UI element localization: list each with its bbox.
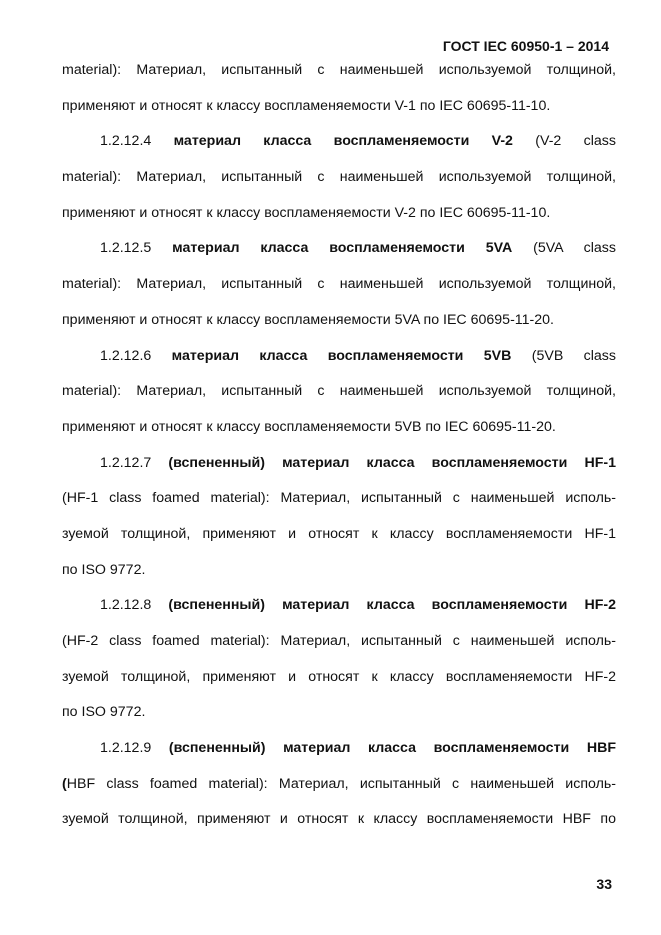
term: материал класса воспламеняемости V-2 <box>173 133 513 150</box>
definition-term-line <box>62 591 616 627</box>
text-line <box>62 163 616 199</box>
term: (вспененный) материал класса воспламеняемости HF-2 <box>168 597 616 614</box>
document-header: ГОСТ IEC 60950-1 – 2014 <box>442 38 609 54</box>
text-line <box>62 484 616 520</box>
term: (вспененный) материал класса воспламеняемости HBF <box>168 740 616 757</box>
definition-term-line <box>62 234 616 270</box>
text-line <box>62 306 616 342</box>
text-run: material): Материал, испытанный с наименьшей используемой толщиной, <box>62 383 616 400</box>
document-body <box>62 56 616 841</box>
text-line <box>62 556 616 592</box>
term: материал класса воспламеняемости 5VA <box>172 240 513 257</box>
text-run: ( <box>62 775 67 792</box>
text-run: (5VB class <box>511 347 616 364</box>
text-line <box>62 270 616 306</box>
text-run: (HF-1 class foamed material): Материал, испытанный с наименьшей исполь- <box>62 490 616 507</box>
text-run: применяют и относят к классу воспламеняемости 5VA по IEC 60695-11-20. <box>62 311 554 328</box>
text-line <box>62 520 616 556</box>
text-line <box>62 698 616 734</box>
definition-term-line <box>62 449 616 485</box>
text-run: зуемой толщиной, применяют и относят к классу воспламеняемости HF-2 <box>62 668 616 685</box>
text-run: (5VA class <box>512 240 616 257</box>
text-run: применяют и относят к классу воспламеняемости V-2 по IEC 60695-11-10. <box>62 204 551 221</box>
text-run: HBF class foamed material): Материал, испытанный с наименьшей исполь- <box>66 775 616 792</box>
text-run: по ISO 9772. <box>62 561 146 578</box>
text-line <box>62 663 616 699</box>
clause-number: 1.2.12.5 <box>100 240 173 257</box>
clause-number: 1.2.12.4 <box>100 133 174 150</box>
text-line <box>62 377 616 413</box>
text-line <box>62 805 616 841</box>
clause-number: 1.2.12.6 <box>100 347 172 364</box>
text-run: material): Материал, испытанный с наименьшей используемой толщиной, <box>62 62 616 78</box>
definition-term-line <box>62 734 616 770</box>
text-run: зуемой толщиной, применяют и относят к классу воспламеняемости HBF по <box>62 811 616 828</box>
text-run: (V-2 class <box>512 133 616 150</box>
definition-term-line <box>62 342 616 378</box>
text-line <box>62 627 616 663</box>
clause-number: 1.2.12.8 <box>100 597 169 614</box>
text-line <box>62 56 616 92</box>
term: материал класса воспламеняемости 5VB <box>171 347 512 364</box>
text-run: material): Материал, испытанный с наименьшей используемой толщиной, <box>62 169 616 186</box>
term: (вспененный) материал класса воспламеняемости HF-1 <box>168 454 616 471</box>
text-run: по ISO 9772. <box>62 704 146 721</box>
definition-term-line <box>62 127 616 163</box>
text-run: material): Материал, испытанный с наименьшей используемой толщиной, <box>62 276 616 293</box>
text-line <box>62 199 616 235</box>
clause-number: 1.2.12.9 <box>100 740 169 757</box>
text-line <box>62 92 616 128</box>
text-run: зуемой толщиной, применяют и относят к классу воспламеняемости HF-1 <box>62 525 616 542</box>
clause-number: 1.2.12.7 <box>100 454 169 471</box>
text-run: применяют и относят к классу воспламеняемости 5VB по IEC 60695-11-20. <box>62 418 556 435</box>
text-run: применяют и относят к классу воспламеняемости V-1 по IEC 60695-11-10. <box>62 97 551 114</box>
text-line <box>62 413 616 449</box>
page-number: 33 <box>596 876 612 892</box>
text-run: (HF-2 class foamed material): Материал, испытанный с наименьшей исполь- <box>62 633 616 649</box>
text-line <box>62 770 616 806</box>
